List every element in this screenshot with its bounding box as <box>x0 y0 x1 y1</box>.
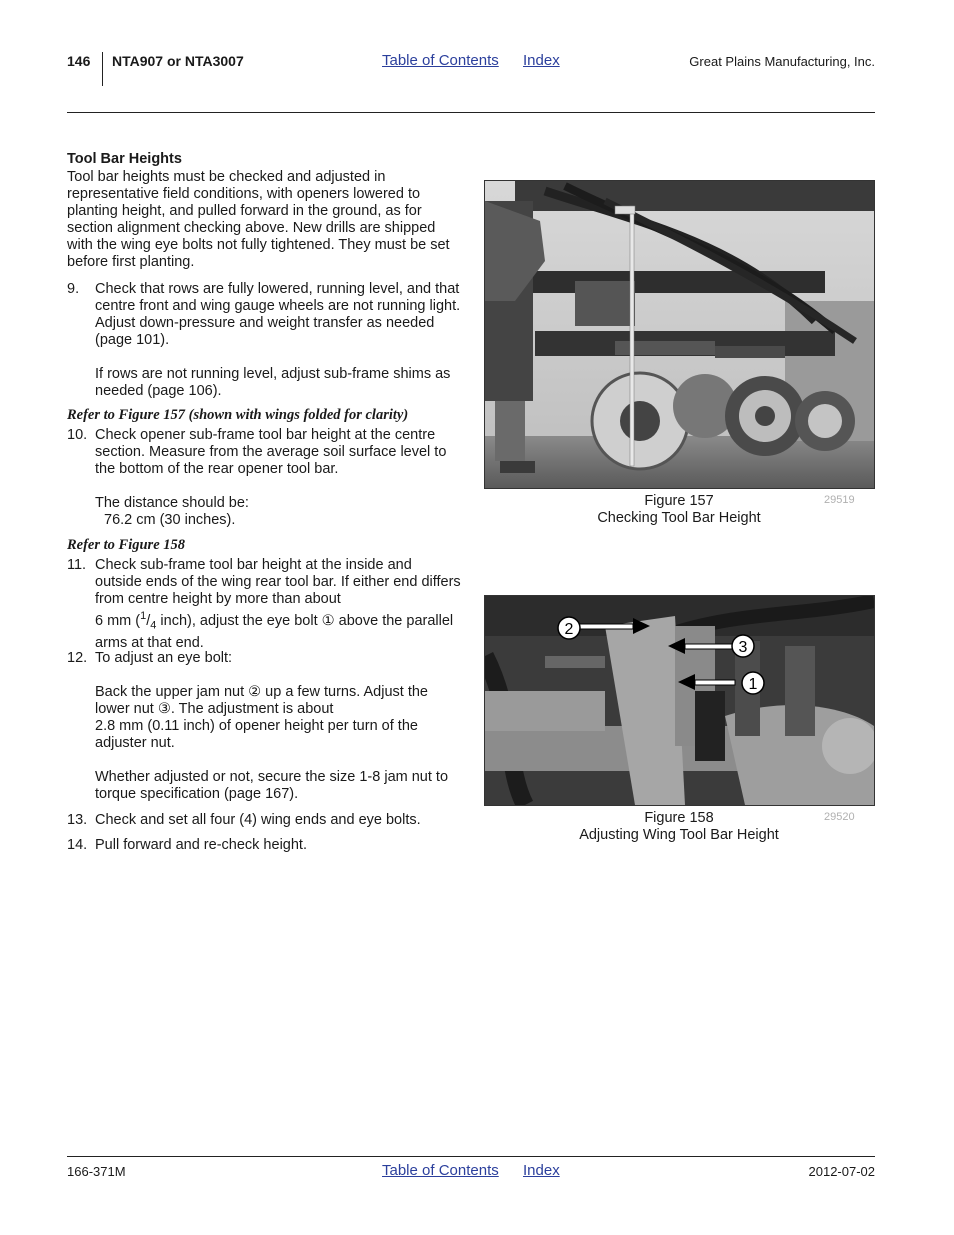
seed-drill-photo <box>485 181 874 488</box>
figure-157-photo <box>484 180 875 489</box>
figure-157-title: Checking Tool Bar Height <box>597 510 761 526</box>
step-11 <box>67 557 462 652</box>
footer-rule <box>67 1156 875 1157</box>
figure-157-number: Figure 157 <box>644 493 714 509</box>
step-12 <box>67 650 462 803</box>
model-title: NTA907 or NTA3007 <box>112 53 244 69</box>
step-text: Check sub-frame tool bar height at the inside and outside ends of the wing rear tool bar. If either end differs from centre height by more than about <box>95 557 461 607</box>
reference-figure-158: Refer to Figure 158 <box>67 537 186 553</box>
footer-index-link[interactable]: Index <box>523 1162 560 1179</box>
step-text: 2.8 mm (0.11 inch) of opener height per turn of the adjuster nut. <box>95 718 418 751</box>
header-toc-link[interactable]: Table of Contents <box>382 52 499 69</box>
step-text: 6 mm ($^1/_4$ inch), adjust the eye bolt ① above the parallel arms at that end. <box>95 610 454 651</box>
callout-1-label: 1 <box>748 676 758 693</box>
figure-157-caption <box>484 493 874 527</box>
step-9 <box>67 281 462 400</box>
document-date: 2012-07-02 <box>808 1164 875 1179</box>
step-number: 9. <box>67 281 80 297</box>
step-text: Pull forward and re-check height. <box>95 837 307 853</box>
step-number: 11. <box>67 557 87 573</box>
figure-158-caption <box>484 810 874 844</box>
step-text: Check opener sub-frame tool bar height at the centre section. Measure from the average soil surface level to the bottom of the rear opener tool bar. <box>95 427 447 477</box>
figure-158-photo <box>484 595 875 806</box>
section-heading: Tool Bar Heights <box>67 151 182 167</box>
intro-paragraph: Tool bar heights must be checked and adjusted in representative field conditions, with openers lowered to planting height, and pulled forward in the ground, as for section alignment checking above. New drills are shipped with the wing eye bolts not fully tightened. They must be set before first planting. <box>67 169 450 270</box>
wing-toolbar-photo <box>485 596 874 805</box>
step-text: The distance should be: <box>95 495 249 511</box>
step-text: To adjust an eye bolt: <box>95 650 233 666</box>
step-value: 76.2 cm (30 inches). <box>104 512 236 528</box>
document-number: 166-371M <box>67 1164 126 1179</box>
figure-158-title: Adjusting Wing Tool Bar Height <box>579 827 779 843</box>
step-number: 13. <box>67 812 88 828</box>
callout-2-label: 2 <box>564 621 574 638</box>
page-number: 146 <box>67 53 91 69</box>
figure-158-id: 29520 <box>824 811 855 823</box>
step-text: Check that rows are fully lowered, running level, and that centre front and wing gauge wheels are not running light. Adjust down-pressure and weight transfer as needed (page 101). <box>95 281 461 348</box>
text-part: 6 mm ( <box>95 612 141 629</box>
step-number: 10. <box>67 427 88 443</box>
step-14 <box>67 837 462 854</box>
step-10 <box>67 427 462 529</box>
step-text: Check and set all four (4) wing ends and eye bolts. <box>95 812 421 828</box>
step-text: Back the upper jam nut ② up a few turns. Adjust the lower nut ③. The adjustment is about <box>95 684 428 717</box>
step-number: 12. <box>67 650 88 666</box>
step-text: If rows are not running level, adjust sub-frame shims as needed (page 106). <box>95 366 451 399</box>
header-divider <box>102 52 103 86</box>
step-text: Whether adjusted or not, secure the size 1-8 jam nut to torque specification (page 167). <box>95 769 449 802</box>
figure-157-id: 29519 <box>824 494 855 506</box>
header-index-link[interactable]: Index <box>523 52 560 69</box>
text-part: inch), adjust the eye bolt ① above the parallel arms at that end. <box>95 612 454 651</box>
company-name: Great Plains Manufacturing, Inc. <box>689 54 875 69</box>
footer-toc-link[interactable]: Table of Contents <box>382 1162 499 1179</box>
reference-figure-157: Refer to Figure 157 (shown with wings folded for clarity) <box>67 407 409 423</box>
step-13 <box>67 812 462 829</box>
header-rule <box>67 112 875 113</box>
callout-3-label: 3 <box>738 639 748 656</box>
step-number: 14. <box>67 837 88 853</box>
fraction-numerator: 1 <box>140 610 147 622</box>
fraction-denominator: 4 <box>150 619 157 632</box>
figure-158-number: Figure 158 <box>644 810 714 826</box>
